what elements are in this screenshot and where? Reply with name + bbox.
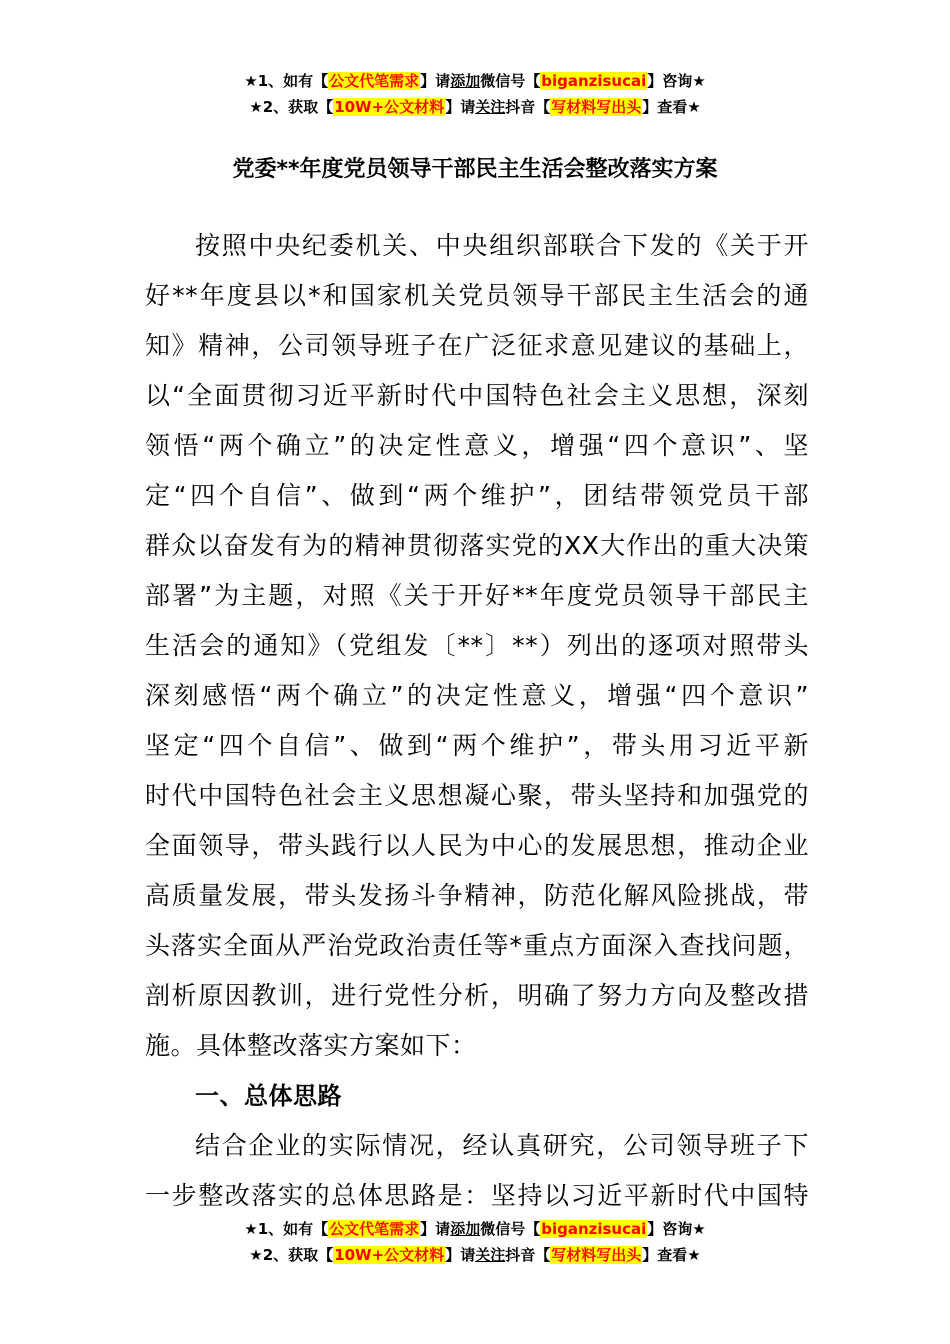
banner-text: 】请: [445, 98, 476, 116]
document-title: 党委**年度党员领导干部民主生活会整改落实方案: [232, 157, 718, 182]
banner-text: 】咨询★: [647, 1220, 706, 1238]
paragraph-line: 以“全面贯彻习近平新时代中国特色社会主义思想，深刻: [145, 381, 809, 410]
banner-highlight: 写材料写出头: [551, 98, 642, 116]
paragraph-line: 领悟“两个确立”的决定性意义，增强“四个意识”、坚: [145, 431, 809, 460]
paragraph-line: 剖析原因教训，进行党性分析，明确了努力方向及整改措: [145, 981, 809, 1010]
banner-highlight: 公文代笔需求: [329, 72, 420, 90]
paragraph-line: 好**年度县以*和国家机关党员领导干部民主生活会的通: [145, 281, 809, 310]
paragraph-line: 深刻感悟“两个确立”的决定性意义，增强“四个意识”: [145, 681, 809, 710]
document-body: [145, 221, 809, 1221]
paragraph-line: 高质量发展，带头发扬斗争精神，防范化解风险挑战，带: [145, 881, 809, 910]
paragraph-line: 头落实全面从严治党政治责任等*重点方面深入查找问题，: [145, 931, 809, 960]
footer-banner: [0, 1216, 950, 1268]
paragraph-line: 知》精神，公司领导班子在广泛征求意见建议的基础上，: [145, 331, 809, 360]
paragraph-line: 群众以奋发有为的精神贯彻落实党的XX大作出的重大决策: [145, 531, 809, 560]
banner-highlight: biganzisucai: [541, 1220, 647, 1238]
banner-highlight: 写材料写出头: [551, 1246, 642, 1264]
banner-text: 抖音【: [505, 98, 551, 116]
banner-text: 】请: [420, 72, 451, 90]
paragraph-line: 结合企业的实际情况，经认真研究，公司领导班子下: [195, 1131, 809, 1160]
banner-underlined: 添加: [450, 72, 481, 90]
banner-text: 微信号【: [480, 1220, 541, 1238]
paragraph-line: 部署”为主题，对照《关于开好**年度党员领导干部民主: [145, 581, 809, 610]
paragraph-line: 生活会的通知》（党组发〔**〕**）列出的逐项对照带头: [145, 631, 809, 660]
paragraph-line: 全面领导，带头践行以人民为中心的发展思想，推动企业: [145, 831, 809, 860]
paragraph-line: 时代中国特色社会主义思想凝心聚，带头坚持和加强党的: [145, 781, 809, 810]
banner-text: 】查看★: [642, 1246, 701, 1264]
banner-text: 】咨询★: [647, 72, 706, 90]
paragraph-line: 按照中央纪委机关、中央组织部联合下发的《关于开: [195, 231, 809, 260]
banner-line-2: [0, 1242, 950, 1268]
banner-highlight: 10W+公文材料: [334, 1246, 445, 1264]
banner-line-2: [0, 94, 950, 120]
banner-text: ★2、获取【: [249, 98, 334, 116]
banner-highlight: 10W+公文材料: [334, 98, 445, 116]
banner-text: 】查看★: [642, 98, 701, 116]
paragraph-line: 施。具体整改落实方案如下：: [145, 1031, 477, 1060]
banner-highlight: 公文代笔需求: [329, 1220, 420, 1238]
paragraph-line: 一步整改落实的总体思路是：坚持以习近平新时代中国特: [145, 1181, 809, 1210]
header-banner: [0, 68, 950, 120]
banner-underlined: 关注: [475, 98, 506, 116]
banner-text: ★1、如有【: [244, 1220, 329, 1238]
banner-underlined: 关注: [475, 1246, 506, 1264]
banner-line-1: [0, 68, 950, 94]
banner-text: ★2、获取【: [249, 1246, 334, 1264]
paragraph-line: 坚定“四个自信”、做到“两个维护”，带头用习近平新: [145, 731, 809, 760]
banner-highlight: biganzisucai: [541, 72, 647, 90]
paragraph-line: 定“四个自信”、做到“两个维护”，团结带领党员干部: [145, 481, 809, 510]
banner-text: 抖音【: [505, 1246, 551, 1264]
banner-underlined: 添加: [450, 1220, 481, 1238]
banner-text: ★1、如有【: [244, 72, 329, 90]
banner-line-1: [0, 1216, 950, 1242]
section-heading: 一、总体思路: [195, 1082, 342, 1110]
banner-text: 微信号【: [480, 72, 541, 90]
banner-text: 】请: [420, 1220, 451, 1238]
banner-text: 】请: [445, 1246, 476, 1264]
